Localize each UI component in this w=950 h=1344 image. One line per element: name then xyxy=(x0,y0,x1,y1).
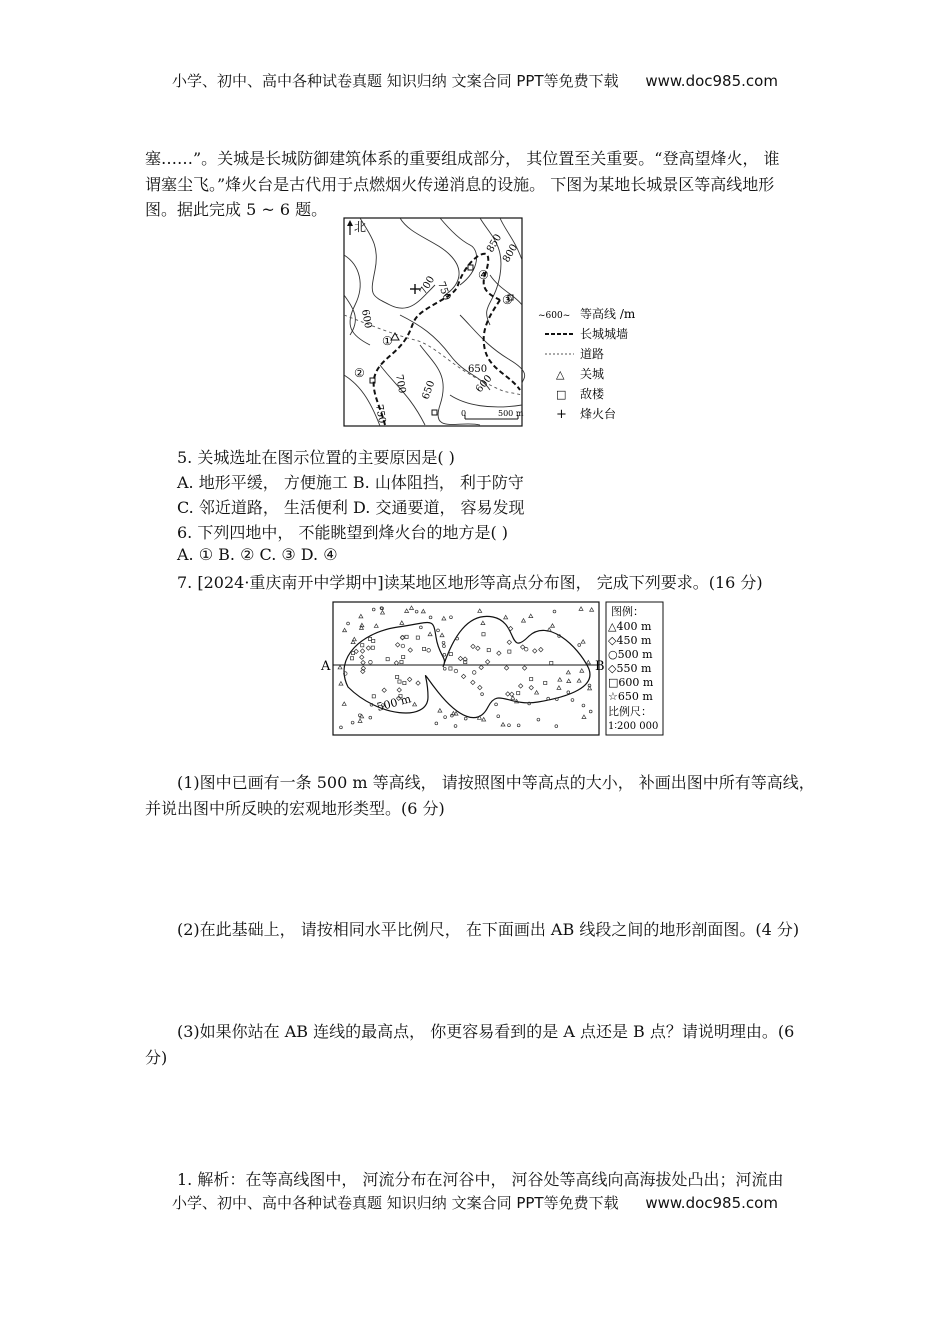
footer-site-link[interactable]: www.doc985.com xyxy=(645,1194,778,1212)
spot-400 xyxy=(400,621,404,625)
spot-400 xyxy=(454,712,458,716)
scale-value: 1∶200 000 xyxy=(608,721,659,732)
point-4: ④ xyxy=(478,268,489,282)
spot-600 xyxy=(400,660,403,663)
spot-400 xyxy=(339,682,343,686)
spot-500 xyxy=(443,667,446,670)
spot-650 xyxy=(427,649,431,653)
contour-label-650b: 650 xyxy=(420,379,438,402)
spot-400 xyxy=(504,615,508,619)
spot-500 xyxy=(582,704,585,707)
scale-label: 500 m xyxy=(498,409,524,418)
spot-400 xyxy=(579,607,583,611)
spot-550 xyxy=(461,674,465,678)
spot-500 xyxy=(567,691,570,694)
spot-550 xyxy=(471,644,475,648)
spot-400 xyxy=(428,632,432,636)
spot-400 xyxy=(421,609,425,613)
map1-scale-bar xyxy=(461,409,524,419)
spot-550 xyxy=(416,681,420,685)
legend-beacon-label: 烽火台 xyxy=(580,407,617,421)
q6-stem: 6. 下列四地中， 不能眺望到烽火台的地方是( ) xyxy=(177,523,509,542)
spot-600 xyxy=(449,667,452,670)
spot-550 xyxy=(506,692,510,696)
spot-500 xyxy=(464,717,467,720)
legend-fort-symbol: △ xyxy=(556,368,565,381)
spot-500 xyxy=(481,693,484,696)
spot-400 xyxy=(501,723,505,727)
spot-600 xyxy=(350,657,353,660)
q7-part3-line1: (3)如果你站在 AB 连线的最高点， 你更容易看到的是 A 点还是 B 点？请说明理由。(6 xyxy=(177,1022,795,1041)
spot-600 xyxy=(361,644,364,647)
spot-600 xyxy=(544,681,547,684)
spot-600 xyxy=(372,639,375,642)
spot-600 xyxy=(398,680,401,683)
spot-400 xyxy=(374,624,378,628)
spot-400 xyxy=(343,628,347,632)
contour-label-650: 650 xyxy=(468,364,488,375)
spot-500 xyxy=(517,724,520,727)
spot-650 xyxy=(369,660,373,664)
spot-650 xyxy=(401,636,405,640)
spot-500 xyxy=(369,716,372,719)
spot-550 xyxy=(533,649,537,653)
q5-options-cd: C. 邻近道路， 生活便利 D. 交通要道， 容易发现 xyxy=(177,498,525,517)
north-label: 北 xyxy=(354,220,367,234)
spot-400 xyxy=(580,669,584,673)
spot-500 xyxy=(442,641,445,644)
spot-550 xyxy=(458,656,462,660)
spot-600 xyxy=(422,647,425,650)
spot-400 xyxy=(581,640,585,644)
spot-500 xyxy=(454,725,457,728)
spot-600 xyxy=(371,646,374,649)
answer-line: 1. 解析：在等高线图中， 河流分布在河谷中， 河谷处等高线向高海拔处凸出；河流由 xyxy=(177,1170,784,1189)
spot-500 xyxy=(443,653,446,656)
spot-400 xyxy=(360,714,364,718)
spot-400 xyxy=(442,617,446,621)
spot-550 xyxy=(539,647,543,651)
spot-500 xyxy=(340,726,343,729)
intro-line-3: 图。据此完成 5 ~ 6 题。 xyxy=(145,200,328,219)
spot-600 xyxy=(368,637,371,640)
map2-frame xyxy=(333,602,599,735)
spot-550 xyxy=(407,677,411,681)
legend-title: 图例： xyxy=(611,605,644,618)
scale-zero: 0 xyxy=(461,409,467,418)
scale-title: 比例尺： xyxy=(608,705,652,718)
page-footer xyxy=(0,1192,950,1213)
legend-550: ◇550 m xyxy=(608,662,652,675)
spot-550 xyxy=(395,643,399,647)
spot-550 xyxy=(529,685,533,689)
spot-500 xyxy=(589,710,592,713)
contour-label-850: 850 xyxy=(485,232,505,255)
spot-600 xyxy=(372,695,375,698)
legend-wall-label: 长城城墙 xyxy=(580,327,629,341)
spot-550 xyxy=(485,660,489,664)
spot-550 xyxy=(510,692,514,696)
spot-500 xyxy=(571,699,574,702)
spot-550 xyxy=(471,680,475,684)
spot-500 xyxy=(497,715,500,718)
spot-550 xyxy=(397,688,401,692)
label-a: A xyxy=(321,659,331,674)
legend-tower-symbol: □ xyxy=(556,388,567,401)
contour-label-700: 700 xyxy=(418,274,438,297)
point-3: ③ xyxy=(502,293,513,307)
spot-650 xyxy=(401,644,405,648)
label-b: B xyxy=(595,659,605,674)
spot-500 xyxy=(437,629,440,632)
spot-550 xyxy=(361,660,365,664)
spot-500 xyxy=(351,721,354,724)
spot-400 xyxy=(440,633,444,637)
spot-550 xyxy=(394,661,398,665)
spot-600 xyxy=(403,681,406,684)
spot-500 xyxy=(555,725,558,728)
spot-600 xyxy=(405,635,408,638)
watchtower-symbol-4 xyxy=(468,265,473,270)
contour-label-800: 800 xyxy=(501,242,521,265)
contour-500-label: 500 m xyxy=(375,692,413,714)
spot-500 xyxy=(450,616,453,619)
contour-label-600: 600 xyxy=(359,308,374,330)
spot-400 xyxy=(567,679,571,683)
spot-400 xyxy=(550,624,554,628)
spot-500 xyxy=(429,616,432,619)
spot-550 xyxy=(408,648,412,652)
spot-400 xyxy=(352,637,356,641)
spot-500 xyxy=(537,718,540,721)
spot-400 xyxy=(535,691,539,695)
spot-400 xyxy=(586,660,590,664)
spot-550 xyxy=(478,685,482,689)
spot-400 xyxy=(577,679,581,683)
spot-600 xyxy=(517,692,520,695)
spot-550 xyxy=(504,666,508,670)
legend-tower-label: 敌楼 xyxy=(580,387,605,401)
q5-stem: 5. 关城选址在图示位置的主要原因是( ) xyxy=(177,448,455,467)
legend-650: ☆650 m xyxy=(608,690,653,703)
page-header xyxy=(0,70,950,91)
spot-550 xyxy=(479,665,483,669)
spot-400 xyxy=(588,686,592,690)
q7-stem: 7. [2024·重庆南开中学期中]读某地区地形等高点分布图， 完成下列要求。(16 分) xyxy=(177,573,763,592)
spot-400 xyxy=(558,678,562,682)
spot-550 xyxy=(497,651,501,655)
spot-600 xyxy=(508,650,511,653)
spot-400 xyxy=(410,606,414,610)
spot-600 xyxy=(396,675,399,678)
spot-height-map xyxy=(318,597,668,739)
spot-550 xyxy=(522,666,526,670)
spot-500 xyxy=(372,608,375,611)
spot-600 xyxy=(416,636,419,639)
spot-400 xyxy=(582,715,586,719)
spot-600 xyxy=(487,648,490,651)
contour-label-750: 750 xyxy=(435,280,453,302)
q7-part3-line2: 分) xyxy=(145,1048,168,1067)
spot-650 xyxy=(524,647,528,651)
spot-600 xyxy=(402,655,405,658)
spot-550 xyxy=(360,649,364,653)
spot-500 xyxy=(347,622,350,625)
spot-650 xyxy=(472,671,476,675)
legend-contour-label: 等高线 /m xyxy=(580,307,636,321)
header-site-link[interactable]: www.doc985.com xyxy=(645,72,778,90)
spot-400 xyxy=(481,621,485,625)
contour-label-750b: 750 xyxy=(373,403,388,425)
spot-550 xyxy=(360,655,364,659)
spot-500 xyxy=(553,610,556,613)
legend-road-label: 道路 xyxy=(580,347,605,361)
spot-500 xyxy=(443,645,446,648)
spot-550 xyxy=(382,688,386,692)
spot-550 xyxy=(476,646,480,650)
q7-part1-line2: 并说出图中所反映的宏观地形类型。(6 分) xyxy=(145,799,445,818)
map1-legend xyxy=(538,306,636,422)
legend-500: ○500 m xyxy=(608,648,653,661)
spot-400 xyxy=(557,686,561,690)
spot-400 xyxy=(342,702,346,706)
spot-400 xyxy=(338,665,342,669)
spot-400 xyxy=(521,619,525,623)
intro-line-1: 塞……”。关城是长城防御建筑体系的重要组成部分， 其位置至关重要。“登高望烽火， 谁 xyxy=(145,149,780,168)
q7-part2: (2)在此基础上， 请按相同水平比例尺， 在下面画出 AB 线段之间的地形剖面图。(4 分) xyxy=(177,920,800,939)
q6-options: A. ① B. ② C. ③ D. ④ xyxy=(177,545,338,564)
spot-500 xyxy=(419,626,422,629)
point-2: ② xyxy=(354,366,365,380)
spot-400 xyxy=(413,702,417,706)
contour-label-700b: 700 xyxy=(393,373,408,395)
spot-400 xyxy=(381,611,385,615)
spot-550 xyxy=(366,646,370,650)
spot-600 xyxy=(482,633,485,636)
spot-heights xyxy=(338,606,594,729)
legend-450: ◇450 m xyxy=(608,634,652,647)
great-wall-contour-map xyxy=(340,215,645,430)
q7-part1-line1: (1)图中已画有一条 500 m 等高线， 请按照图中等高点的大小， 补画出图中所有等高线， xyxy=(177,773,815,792)
spot-600 xyxy=(550,661,553,664)
spot-400 xyxy=(438,709,442,713)
footer-text: 小学、初中、高中各种试卷真题 知识归纳 文案合同 PPT等免费下载 xyxy=(172,1194,619,1212)
spot-500 xyxy=(415,610,418,613)
spot-600 xyxy=(530,678,533,681)
contour-label-600b: 600 xyxy=(473,373,495,395)
spot-600 xyxy=(386,658,389,661)
spot-500 xyxy=(508,724,511,727)
spot-500 xyxy=(435,722,438,725)
spot-600 xyxy=(449,652,452,655)
spot-400 xyxy=(358,719,362,723)
spot-400 xyxy=(590,608,594,612)
spot-650 xyxy=(454,669,458,673)
intro-line-2: 谓塞尘飞。”烽火台是古代用于点燃烟火传递消息的设施。 下图为某地长城景区等高线地形 xyxy=(145,175,775,194)
spot-500 xyxy=(495,703,498,706)
legend-contour-symbol: ~600~ xyxy=(538,311,571,321)
header-text: 小学、初中、高中各种试卷真题 知识归纳 文案合同 PPT等免费下载 xyxy=(172,72,619,90)
spot-400 xyxy=(529,614,533,618)
legend-400: △400 m xyxy=(608,620,652,633)
spot-400 xyxy=(566,670,570,674)
q5-options-ab: A. 地形平缓， 方便施工 B. 山体阻挡， 利于防守 xyxy=(177,473,524,492)
legend-beacon-symbol: + xyxy=(556,407,567,422)
spot-400 xyxy=(359,614,363,618)
spot-400 xyxy=(482,717,486,721)
legend-600: □600 m xyxy=(608,676,654,689)
spot-500 xyxy=(444,716,447,719)
spot-400 xyxy=(405,609,409,613)
spot-500 xyxy=(578,644,581,647)
point-1: ① xyxy=(382,334,393,348)
spot-400 xyxy=(478,609,482,613)
north-arrow xyxy=(347,220,366,235)
spot-550 xyxy=(518,684,522,688)
watchtower-symbol-5 xyxy=(432,410,437,415)
legend-fort-label: 关城 xyxy=(580,367,605,381)
spot-550 xyxy=(507,640,511,644)
